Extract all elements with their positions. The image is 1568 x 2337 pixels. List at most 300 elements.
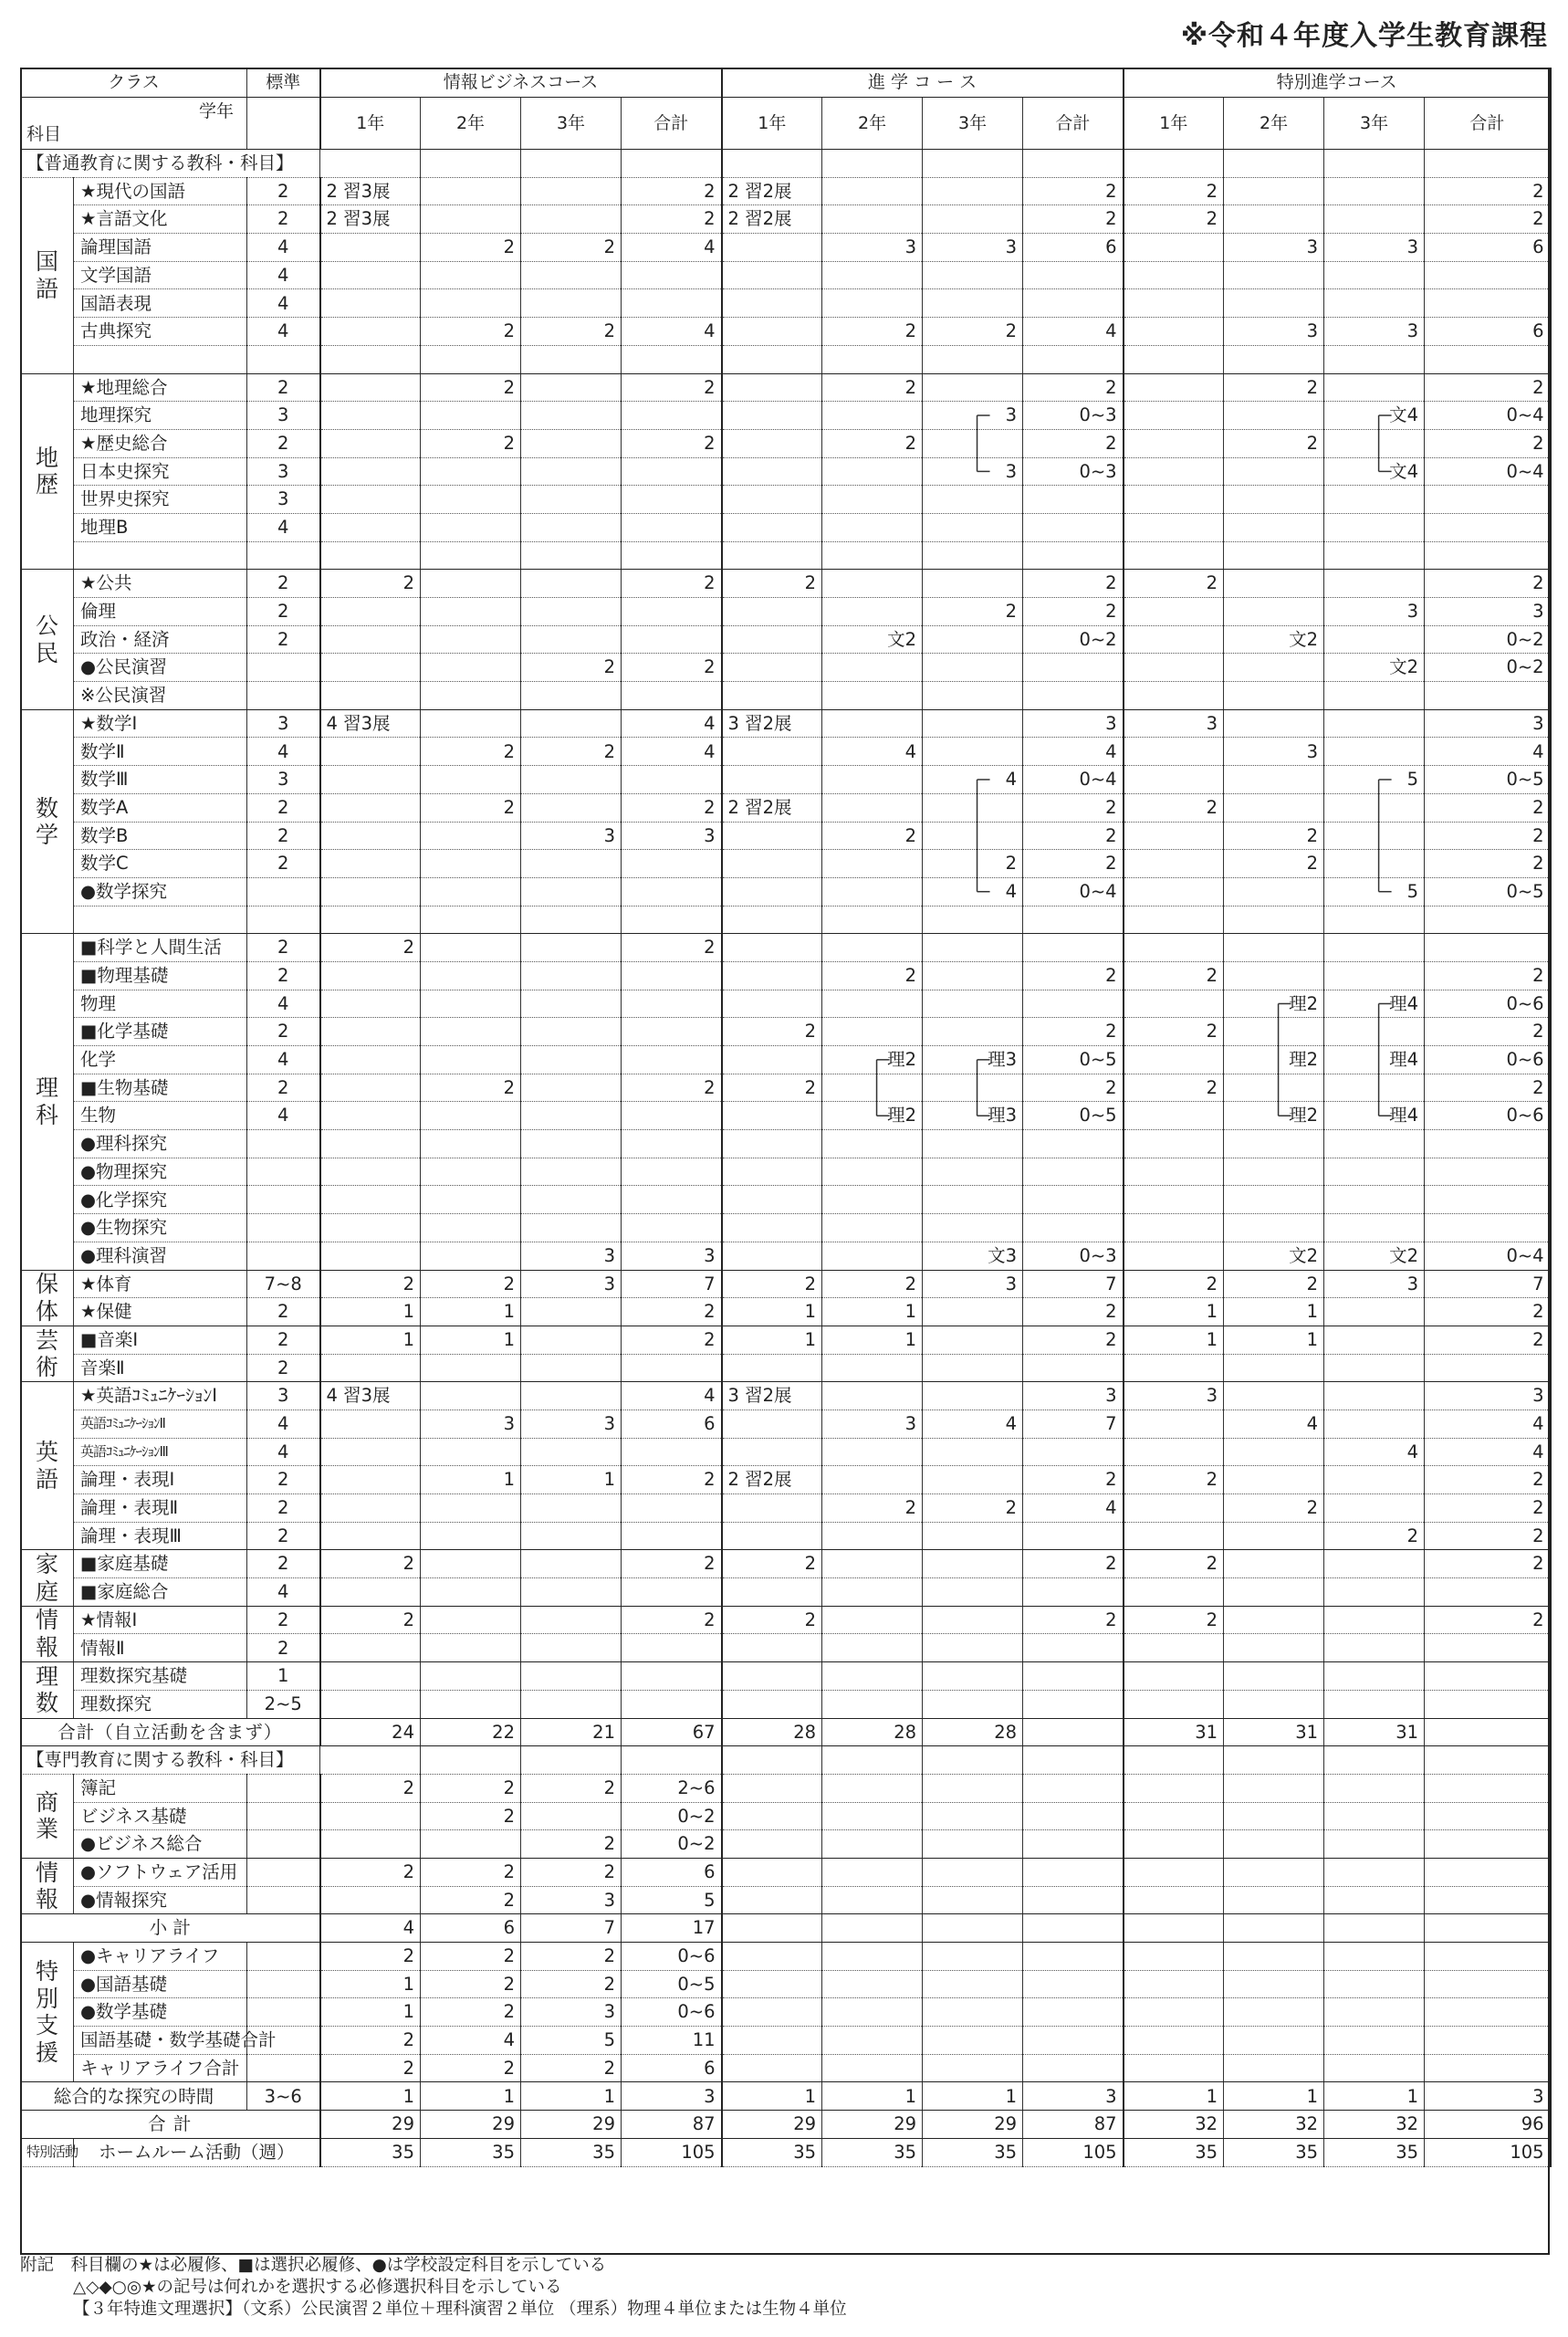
credit-cell <box>320 850 421 878</box>
total-cell: 32 <box>1224 2111 1324 2139</box>
credit-cell <box>421 682 521 710</box>
credit-cell <box>1124 1046 1224 1074</box>
credit-cell: 3 <box>923 457 1023 486</box>
credit-cell <box>421 513 521 541</box>
credit-cell <box>320 877 421 906</box>
credit-cell: 0~5 <box>1023 1046 1124 1074</box>
column-header: 3年 <box>1324 98 1425 150</box>
subject-name: ●公民演習 <box>74 654 247 682</box>
standard-credits <box>247 1858 320 1886</box>
credit-cell: 2 <box>1425 177 1551 205</box>
blank-cell <box>722 1886 822 1914</box>
table-row <box>21 1242 1551 1270</box>
credit-cell: 2 <box>822 1270 923 1298</box>
blank-cell <box>1124 1774 1224 1802</box>
credit-cell <box>521 625 622 654</box>
credit-cell: 1 <box>822 2082 923 2111</box>
total-cell: 29 <box>923 2111 1023 2139</box>
credit-cell <box>320 1802 421 1830</box>
credit-cell <box>622 486 722 514</box>
credit-cell <box>622 289 722 318</box>
credit-cell <box>320 513 421 541</box>
credit-cell <box>1224 205 1324 234</box>
credit-cell <box>1425 1186 1551 1214</box>
credit-cell: 4 <box>320 1914 421 1943</box>
table-row <box>21 1578 1551 1607</box>
credit-cell <box>822 1606 923 1634</box>
credit-cell <box>1124 625 1224 654</box>
credit-cell <box>1224 1186 1324 1214</box>
standard-credits <box>247 1242 320 1270</box>
credit-cell: 4 <box>822 738 923 766</box>
credit-cell <box>822 513 923 541</box>
blank-cell <box>1124 2054 1224 2082</box>
credit-cell <box>722 1438 822 1466</box>
credit-cell: 0~4 <box>1023 877 1124 906</box>
credit-cell <box>722 289 822 318</box>
credit-cell: 1 <box>722 1298 822 1326</box>
blank-cell <box>1124 2027 1224 2055</box>
subject-name <box>74 345 247 373</box>
table-row <box>21 1998 1551 2027</box>
blank-cell <box>1023 2027 1124 2055</box>
credit-cell: 1 <box>923 2082 1023 2111</box>
total-cell: 28 <box>822 1718 923 1746</box>
credit-cell: 2 <box>1224 1494 1324 1523</box>
standard-credits <box>247 345 320 373</box>
blank-cell <box>1124 1886 1224 1914</box>
credit-cell <box>722 598 822 626</box>
credit-cell <box>421 1550 521 1578</box>
credit-cell: 0~2 <box>1023 625 1124 654</box>
credit-cell <box>421 205 521 234</box>
credit-cell <box>1324 822 1425 850</box>
credit-cell <box>1224 570 1324 598</box>
credit-cell <box>1324 486 1425 514</box>
credit-cell <box>1224 877 1324 906</box>
blank-cell <box>1324 1914 1425 1943</box>
credit-cell <box>521 1662 622 1691</box>
credit-cell: 2 <box>521 1943 622 1971</box>
credit-cell: 3 習2展 <box>722 1382 822 1410</box>
credit-cell <box>1324 793 1425 822</box>
credit-cell: 0~6 <box>1425 990 1551 1018</box>
subject-name: ★情報Ⅰ <box>74 1606 247 1634</box>
credit-cell: 3 <box>1324 234 1425 262</box>
credit-cell <box>521 850 622 878</box>
credit-cell <box>1023 289 1124 318</box>
credit-cell <box>320 1102 421 1130</box>
credit-cell <box>320 234 421 262</box>
credit-cell <box>1324 1326 1425 1354</box>
credit-cell <box>421 598 521 626</box>
credit-cell <box>1425 1578 1551 1607</box>
credit-cell <box>822 205 923 234</box>
credit-cell <box>822 1662 923 1691</box>
subject-name: ★歴史総合 <box>74 429 247 457</box>
credit-cell <box>521 1690 622 1718</box>
area-label: 芸 術 <box>21 1326 74 1381</box>
credit-cell: 2 <box>421 1858 521 1886</box>
credit-cell: 0~2 <box>622 1802 722 1830</box>
credit-cell: 4 <box>1224 1410 1324 1438</box>
blank-cell <box>1425 1802 1551 1830</box>
blank-cell <box>923 150 1023 178</box>
credit-cell: 1 <box>320 2082 421 2111</box>
credit-cell <box>1124 1158 1224 1186</box>
credit-cell: 2 <box>722 1606 822 1634</box>
column-header: 合計 <box>1023 98 1124 150</box>
credit-cell <box>521 1438 622 1466</box>
standard-credits <box>247 906 320 934</box>
subject-name: 英語ｺﾐｭﾆｹｰｼｮﾝⅡ <box>74 1410 247 1438</box>
credit-cell <box>521 1550 622 1578</box>
blank-cell <box>822 1802 923 1830</box>
blank-cell <box>1324 2054 1425 2082</box>
credit-cell <box>1324 1410 1425 1438</box>
standard-credits: 2 <box>247 822 320 850</box>
credit-cell: 文2 <box>1324 654 1425 682</box>
blank-cell <box>822 1943 923 1971</box>
credit-cell <box>722 1494 822 1523</box>
table-row <box>21 2054 1551 2082</box>
credit-cell: 4 <box>1023 318 1124 346</box>
subject-name: ●ビジネス総合 <box>74 1830 247 1859</box>
credit-cell: 3 <box>1023 709 1124 738</box>
standard-credits: 4 <box>247 289 320 318</box>
subject-name: 政治・経済 <box>74 625 247 654</box>
credit-cell: 2 <box>421 1074 521 1102</box>
credit-cell <box>622 1102 722 1130</box>
credit-cell: 2 <box>1124 570 1224 598</box>
credit-cell <box>521 1326 622 1354</box>
credit-cell <box>1023 1438 1124 1466</box>
credit-cell <box>1124 261 1224 289</box>
credit-cell <box>923 1074 1023 1102</box>
credit-cell <box>923 1662 1023 1691</box>
table-row <box>21 1690 1551 1718</box>
credit-cell <box>923 1186 1023 1214</box>
blank-cell <box>822 1858 923 1886</box>
credit-cell: 2 <box>622 373 722 402</box>
standard-credits: 2 <box>247 598 320 626</box>
credit-cell <box>1224 1550 1324 1578</box>
table-row <box>21 1606 1551 1634</box>
credit-cell: 2 <box>923 318 1023 346</box>
credit-cell: 2 <box>421 793 521 822</box>
standard-credits <box>247 1970 320 1998</box>
credit-cell <box>1224 1074 1324 1102</box>
blank-cell <box>1324 1802 1425 1830</box>
credit-cell <box>320 1130 421 1158</box>
standard-credits <box>247 1186 320 1214</box>
blank-cell <box>1023 1802 1124 1830</box>
credit-cell <box>1124 457 1224 486</box>
credit-cell: 0~6 <box>622 1998 722 2027</box>
blank-cell <box>1324 1774 1425 1802</box>
credit-cell <box>1224 486 1324 514</box>
total-cell: 32 <box>1124 2111 1224 2139</box>
blank-cell <box>1324 1886 1425 1914</box>
credit-cell <box>722 990 822 1018</box>
standard-credits: 2 <box>247 961 320 990</box>
blank-cell <box>722 1746 822 1775</box>
credit-cell: 7 <box>521 1914 622 1943</box>
subject-name <box>74 541 247 570</box>
table-row <box>21 177 1551 205</box>
credit-cell: 35 <box>320 2138 421 2166</box>
standard-credits: 4 <box>247 1102 320 1130</box>
blank-cell <box>622 150 722 178</box>
credit-cell <box>521 457 622 486</box>
credit-cell <box>1324 1018 1425 1046</box>
credit-cell: 2 <box>1023 373 1124 402</box>
credit-cell <box>1324 1074 1425 1102</box>
blank-cell <box>1425 1914 1551 1943</box>
credit-cell: 3 <box>1224 234 1324 262</box>
subject-name: ■家庭基礎 <box>74 1550 247 1578</box>
credit-cell: 6 <box>622 1858 722 1886</box>
credit-cell: 2 <box>421 2054 521 2082</box>
credit-cell <box>1324 429 1425 457</box>
table-row <box>21 822 1551 850</box>
credit-cell <box>1425 261 1551 289</box>
credit-cell <box>722 1662 822 1691</box>
credit-cell <box>1023 513 1124 541</box>
credit-cell <box>421 261 521 289</box>
blank-cell <box>1324 150 1425 178</box>
credit-cell: 2 <box>421 738 521 766</box>
subject-name: ★現代の国語 <box>74 177 247 205</box>
credit-cell <box>1224 402 1324 430</box>
table-row <box>21 1382 1551 1410</box>
credit-cell <box>622 625 722 654</box>
credit-cell <box>722 1242 822 1270</box>
blank-cell <box>1224 1970 1324 1998</box>
credit-cell: 2 <box>521 1774 622 1802</box>
credit-cell: 3 <box>521 1998 622 2027</box>
credit-cell: 2 習2展 <box>722 793 822 822</box>
total-cell: 28 <box>722 1718 822 1746</box>
credit-cell <box>521 793 622 822</box>
total-cell: 31 <box>1324 1718 1425 1746</box>
credit-cell <box>1425 486 1551 514</box>
subject-name: 数学C <box>74 850 247 878</box>
grade-label: 学年 <box>198 101 234 121</box>
credit-cell <box>1324 1634 1425 1662</box>
credit-cell <box>1324 1298 1425 1326</box>
credit-cell: 2 <box>923 598 1023 626</box>
blank-cell <box>822 1830 923 1859</box>
blank-cell <box>1224 1914 1324 1943</box>
credit-cell <box>822 486 923 514</box>
standard-credits: 2 <box>247 934 320 962</box>
credit-cell <box>521 1214 622 1242</box>
credit-cell <box>923 541 1023 570</box>
credit-cell: 0~5 <box>1425 766 1551 794</box>
credit-cell: 2 <box>1324 1522 1425 1550</box>
blank-cell <box>1425 1774 1551 1802</box>
credit-cell: 2 <box>521 1858 622 1886</box>
subject-name: ●物理探究 <box>74 1158 247 1186</box>
credit-cell <box>421 961 521 990</box>
total-cell: 32 <box>1324 2111 1425 2139</box>
credit-cell: 3 <box>1425 2082 1551 2111</box>
credit-cell <box>1224 1214 1324 1242</box>
credit-cell <box>722 1046 822 1074</box>
credit-cell <box>622 345 722 373</box>
credit-cell: 理4 <box>1324 1046 1425 1074</box>
blank-cell <box>923 1746 1023 1775</box>
total-cell: 29 <box>822 2111 923 2139</box>
credit-cell <box>622 1522 722 1550</box>
standard-credits <box>247 877 320 906</box>
standard-credits: 4 <box>247 318 320 346</box>
subject-name: ●数学基礎 <box>74 1998 247 2027</box>
blank-cell <box>923 1998 1023 2027</box>
credit-cell <box>923 1634 1023 1662</box>
section-general: 【普通教育に関する教科・科目】 <box>21 150 320 178</box>
credit-cell <box>722 625 822 654</box>
credit-cell <box>421 1158 521 1186</box>
credit-cell: 2 <box>1425 1298 1551 1326</box>
blank-cell <box>722 1943 822 1971</box>
credit-cell <box>1023 1578 1124 1607</box>
credit-cell <box>822 1242 923 1270</box>
blank-cell <box>1224 1746 1324 1775</box>
table-row <box>21 1074 1551 1102</box>
credit-cell <box>1324 1214 1425 1242</box>
credit-cell: 6 <box>622 1410 722 1438</box>
credit-cell: 6 <box>622 2054 722 2082</box>
credit-cell <box>1124 877 1224 906</box>
standard-credits <box>247 541 320 570</box>
subject-name: 世界史探究 <box>74 486 247 514</box>
credit-cell <box>622 682 722 710</box>
credit-cell: 2 <box>722 1074 822 1102</box>
credit-cell <box>822 906 923 934</box>
credit-cell <box>822 177 923 205</box>
credit-cell: 1 <box>320 1970 421 1998</box>
blank-cell <box>822 1774 923 1802</box>
credit-cell <box>521 766 622 794</box>
subject-name: 理数探究基礎 <box>74 1662 247 1691</box>
credit-cell: 1 <box>1124 1326 1224 1354</box>
credit-cell: 1 <box>1324 2082 1425 2111</box>
credit-cell: 2 <box>1124 1018 1224 1046</box>
credit-cell <box>521 1382 622 1410</box>
credit-cell: 1 <box>1224 1298 1324 1326</box>
credit-cell: 理4 <box>1324 990 1425 1018</box>
credit-cell <box>622 1494 722 1523</box>
credit-cell <box>1124 906 1224 934</box>
blank-cell <box>1124 1914 1224 1943</box>
credit-cell <box>722 906 822 934</box>
credit-cell <box>923 709 1023 738</box>
table-row <box>21 906 1551 934</box>
credit-cell: 2 <box>521 2054 622 2082</box>
credit-cell <box>722 541 822 570</box>
credit-cell: 理3 <box>923 1102 1023 1130</box>
credit-cell <box>923 513 1023 541</box>
credit-cell <box>421 1214 521 1242</box>
credit-cell <box>320 318 421 346</box>
subject-name: ●ソフトウェア活用 <box>74 1858 247 1886</box>
credit-cell <box>1124 1242 1224 1270</box>
credit-cell <box>1224 345 1324 373</box>
credit-cell: 2 <box>1425 429 1551 457</box>
credit-cell: 0~2 <box>622 1830 722 1859</box>
standard-credits: 3 <box>247 1382 320 1410</box>
column-header: 2年 <box>1224 98 1324 150</box>
credit-cell: 2 <box>622 654 722 682</box>
credit-cell <box>722 961 822 990</box>
credit-cell: 1 <box>1224 1326 1324 1354</box>
credit-cell: 1 <box>822 1298 923 1326</box>
blank-cell <box>1324 1858 1425 1886</box>
blank-cell <box>822 1970 923 1998</box>
subject-name: 論理・表現Ⅰ <box>74 1466 247 1494</box>
credit-cell: 0~6 <box>1425 1046 1551 1074</box>
credit-cell <box>1324 961 1425 990</box>
credit-cell: 2 <box>1425 1074 1551 1102</box>
credit-cell: 2 <box>1023 1326 1124 1354</box>
credit-cell <box>421 1830 521 1859</box>
table-row <box>21 961 1551 990</box>
credit-cell <box>1224 1578 1324 1607</box>
credit-cell: 2 <box>521 654 622 682</box>
table-row <box>21 654 1551 682</box>
credit-cell <box>1124 1214 1224 1242</box>
standard-credits: 2 <box>247 1466 320 1494</box>
total-cell: 67 <box>622 1718 722 1746</box>
credit-cell <box>521 1354 622 1382</box>
credit-cell <box>421 1354 521 1382</box>
standard-credits <box>247 1774 320 1802</box>
credit-cell <box>421 402 521 430</box>
credit-cell: 2 <box>822 1494 923 1523</box>
credit-cell <box>822 1634 923 1662</box>
blank-cell <box>421 150 521 178</box>
credit-cell: 35 <box>421 2138 521 2166</box>
credit-cell <box>1124 822 1224 850</box>
table-row <box>21 1943 1551 1971</box>
standard-credits: 4 <box>247 1438 320 1466</box>
credit-cell: 2 <box>521 318 622 346</box>
credit-cell <box>1324 1690 1425 1718</box>
credit-cell: 2 <box>421 1270 521 1298</box>
credit-cell <box>1324 570 1425 598</box>
table-row <box>21 1158 1551 1186</box>
credit-cell: 4 <box>923 766 1023 794</box>
credit-cell <box>521 261 622 289</box>
credit-cell: 2 <box>1023 1606 1124 1634</box>
credit-cell <box>421 1438 521 1466</box>
credit-cell: 1 <box>1124 1298 1224 1326</box>
credit-cell <box>320 1354 421 1382</box>
credit-cell: 2 <box>320 934 421 962</box>
credit-cell: 2 <box>1023 1298 1124 1326</box>
credit-cell: 0~3 <box>1023 457 1124 486</box>
blank-cell <box>1124 150 1224 178</box>
credit-cell: 3 <box>822 1410 923 1438</box>
credit-cell <box>1224 654 1324 682</box>
credit-cell <box>521 877 622 906</box>
credit-cell <box>1324 738 1425 766</box>
credit-cell <box>722 766 822 794</box>
credit-cell: 3 <box>822 234 923 262</box>
credit-cell: 2 <box>1023 793 1124 822</box>
